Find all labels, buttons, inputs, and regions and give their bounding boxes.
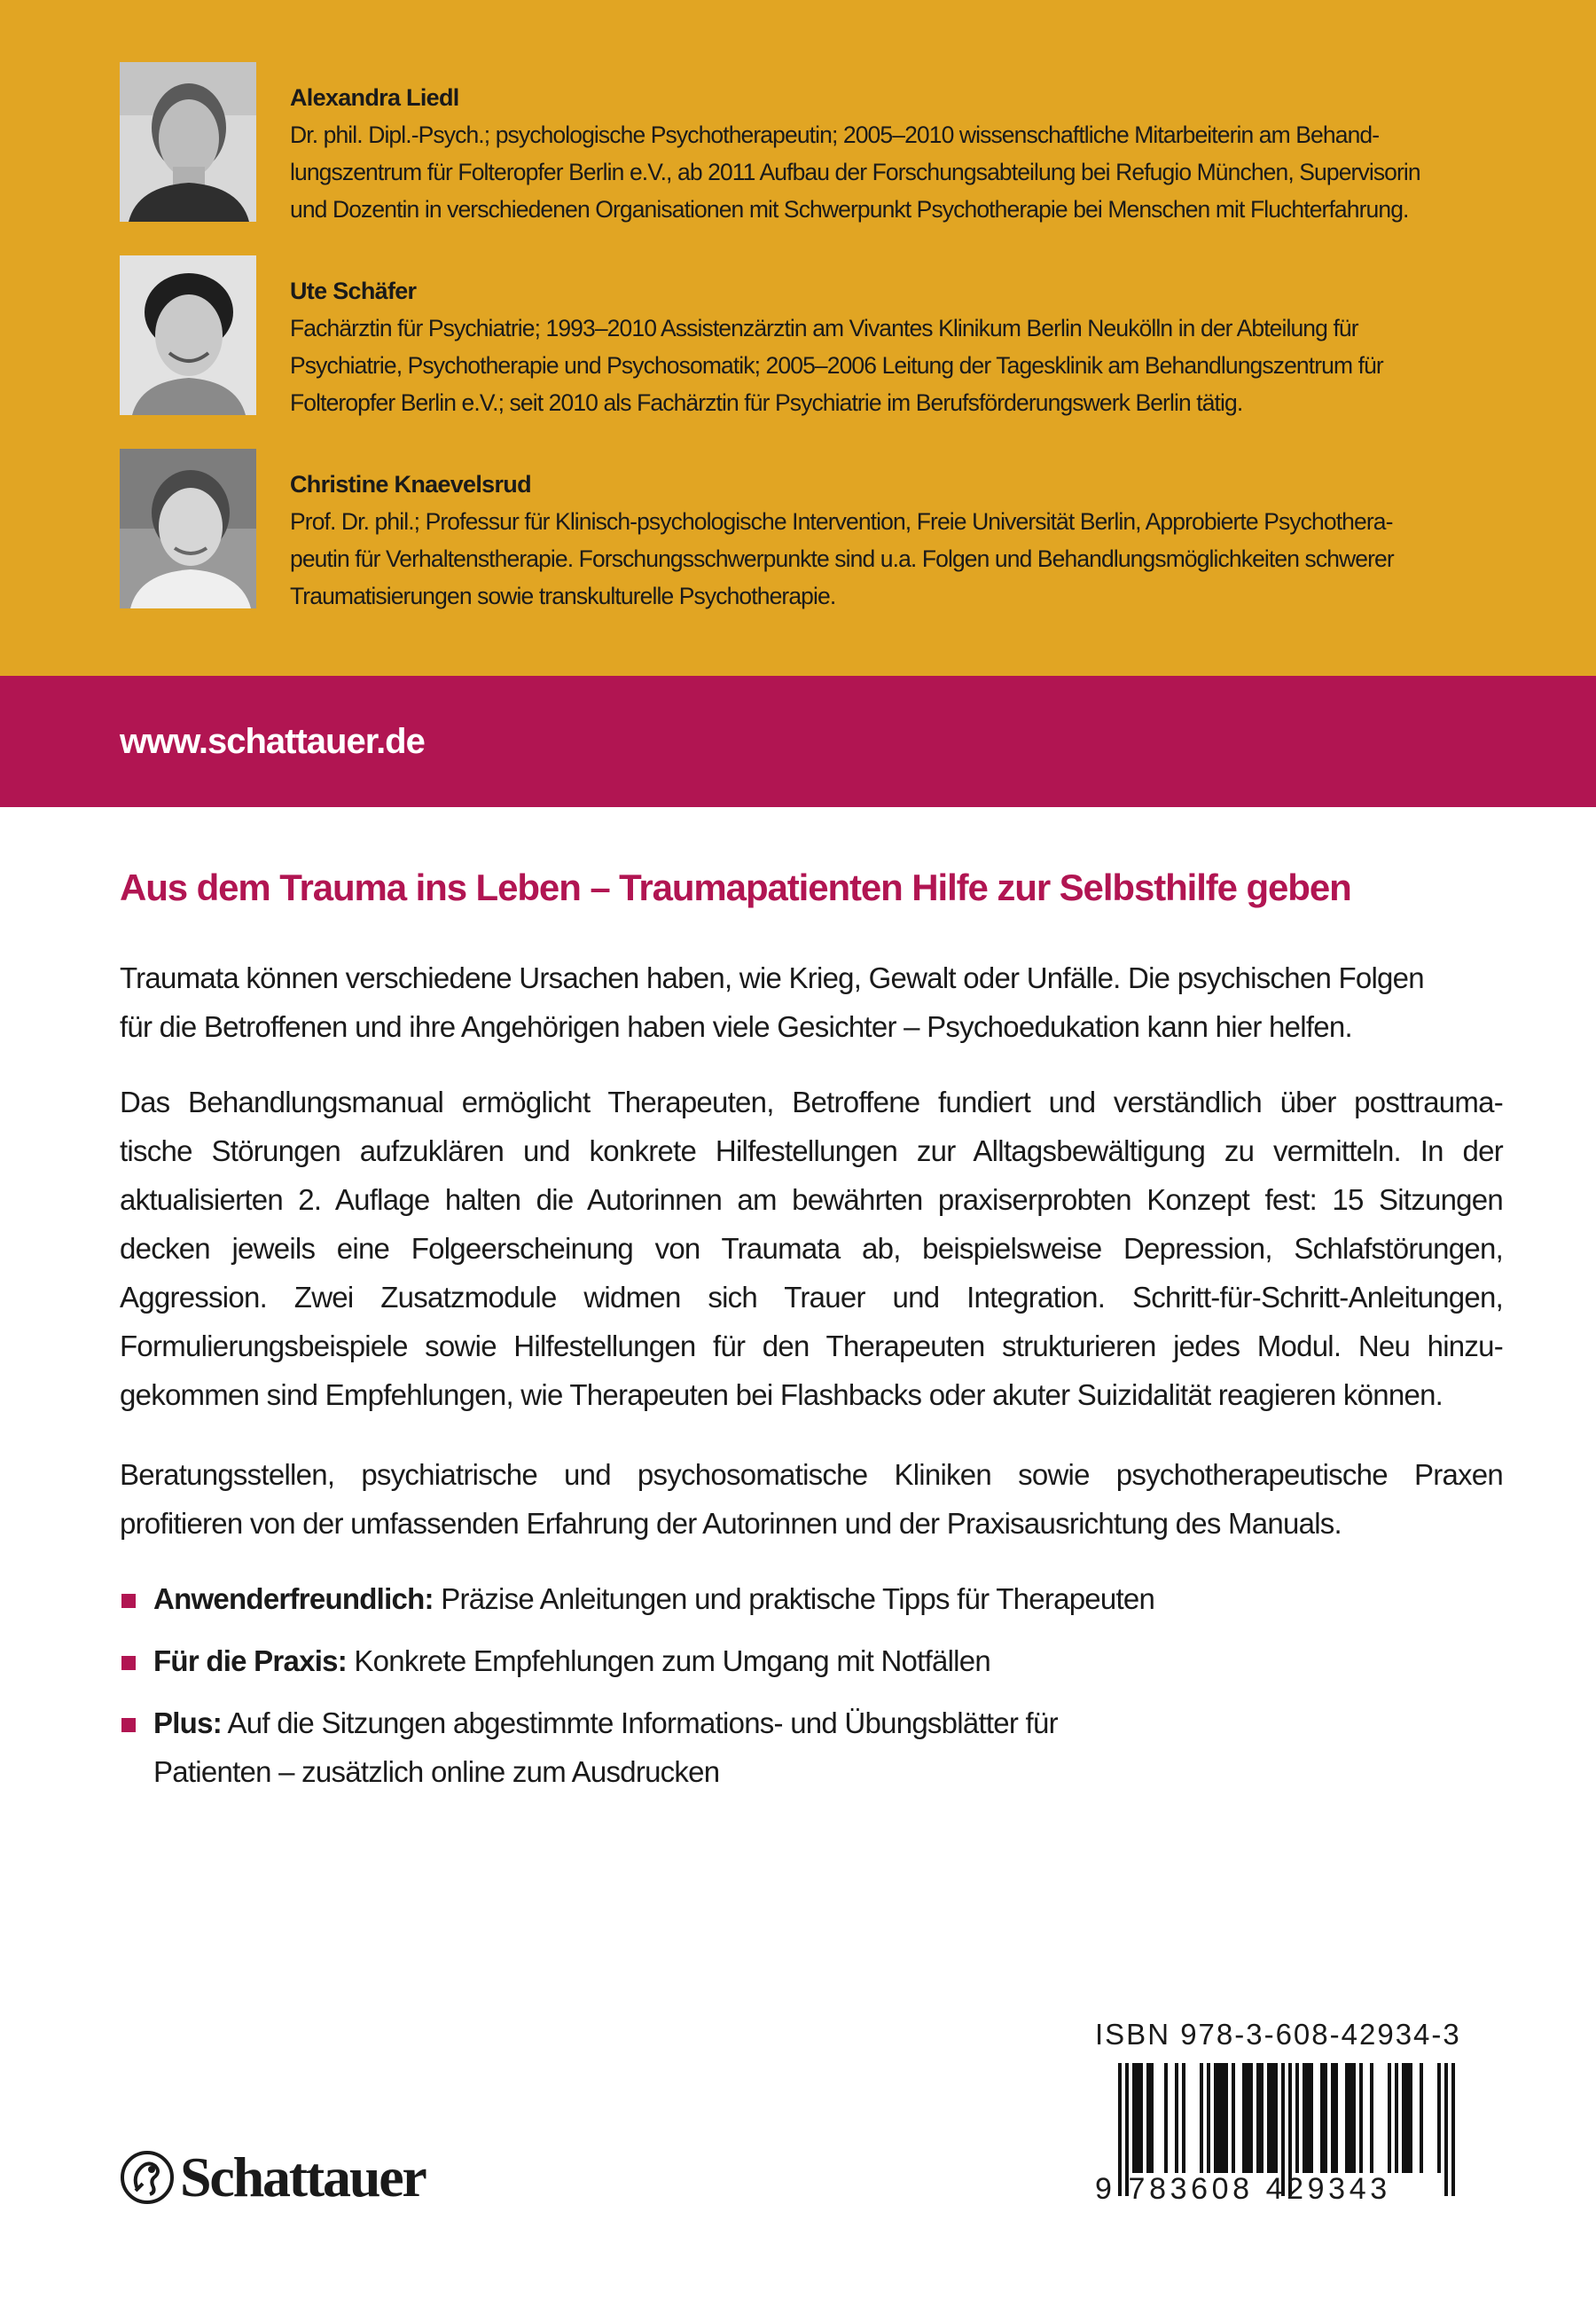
barcode-bar [1274,2063,1278,2173]
barcode-bar [1232,2063,1235,2173]
author-bio-line: Dr. phil. Dipl.-Psych.; psychologische Psychotherapeutin; 2005–2010 wissenschaftliche Mitarbeiterin am Behand- [290,122,1380,148]
barcode-bar [1359,2063,1363,2173]
paragraph-line: gekommen sind Empfehlungen, wie Therapeuten bei Flashbacks oder akuter Suizidalität reagieren können. [120,1378,1443,1411]
author-name: Alexandra Liedl [290,84,459,111]
author-text [290,80,1503,228]
website-band [0,676,1596,807]
author-portrait-icon [120,62,256,222]
author-name: Ute Schäfer [290,278,417,304]
bullet-label: Plus: [153,1706,222,1739]
bullet-square-icon [121,1594,136,1608]
author-photo [120,62,256,222]
barcode-bar [1224,2063,1228,2173]
paragraph-line: Traumata können verschiedene Ursachen haben, wie Krieg, Gewalt oder Unfälle. Die psychischen Folgen [120,961,1424,994]
barcode-bar [1405,2063,1409,2173]
barcode-bar [1388,2063,1391,2173]
paragraph-line: aktualisierten 2. Auflage halten die Autorinnen am bewährten praxiserprobten Konzept fest: 15 Sitzungen [120,1183,1503,1216]
barcode-bar [1320,2063,1324,2173]
barcode-bar [1200,2063,1203,2173]
author-photo [120,255,256,415]
author-bio-line: Traumatisierungen sowie transkulturelle Psychotherapie. [290,583,836,609]
barcode-bar [1331,2063,1334,2173]
author-text [290,467,1503,615]
barcode-bar [1260,2063,1264,2173]
bullet-label: Für die Praxis: [153,1644,347,1677]
blurb-paragraph [120,1078,1503,1419]
bullet-label: Anwenderfreundlich: [153,1582,434,1615]
author-photo [120,449,256,608]
isbn-label: ISBN 978-3-608-42934-3 [1095,2018,1461,2051]
barcode-bar [1221,2063,1224,2173]
author-text [290,273,1503,421]
barcode-bar [1150,2063,1154,2173]
author-portrait-icon [120,255,256,415]
paragraph-line: Beratungsstellen, psychiatrische und psychosomatische Kliniken sowie psychotherapeutische Praxen [120,1458,1503,1491]
author-bio-line: lungszentrum für Folteropfer Berlin e.V., ab 2011 Aufbau der Forschungsabteilung bei Refugio München, Supervisorin [290,159,1420,185]
barcode-bar [1132,2063,1136,2173]
blurb-headline: Aus dem Trauma ins Leben – Traumapatienten Hilfe zur Selbsthilfe geben [120,867,1351,908]
bullet-square-icon [121,1656,136,1670]
paragraph-line: Formulierungsbeispiele sowie Hilfestellungen für den Therapeuten strukturieren jedes Modul. Neu hinzu- [120,1330,1503,1362]
barcode-bar [1310,2063,1313,2173]
barcode-bar [1324,2063,1327,2173]
author-bio-line: Psychiatrie, Psychotherapie und Psychosomatik; 2005–2006 Leitung der Tagesklinik am Behandlungszentrum für [290,352,1383,379]
author-bio-line: peutin für Verhaltenstherapie. Forschungsschwerpunkte sind u.a. Folgen und Behandlungsmöglichkeiten schwerer [290,545,1394,572]
barcode-bar [1164,2063,1168,2173]
blurb-paragraph [120,953,1503,1051]
barcode-bar [1370,2063,1373,2173]
paragraph-line: Das Behandlungsmanual ermöglicht Therapeuten, Betroffene fundiert und verständlich über posttrauma- [120,1086,1503,1118]
paragraph-line: für die Betroffenen und ihre Angehörigen haben viele Gesichter – Psychoedukation kann hier helfen. [120,1010,1352,1043]
barcode-bar [1249,2063,1253,2173]
bullet-line [153,1698,1483,1747]
author-name: Christine Knaevelsrud [290,471,531,498]
paragraph-line: decken jeweils eine Folgeerscheinung von Traumata ab, beispielsweise Depression, Schlafstörungen, [120,1232,1503,1265]
barcode-bar [1271,2063,1274,2173]
website-url: www.schattauer.de [120,722,425,761]
barcode-bar [1409,2063,1412,2173]
blurb-paragraph [120,1450,1503,1548]
paragraph-line: profitieren von der umfassenden Erfahrung der Autorinnen und der Praxisausrichtung des Manuals. [120,1507,1342,1540]
barcode-bar [1267,2063,1271,2173]
barcode-bar [1217,2063,1221,2173]
schattauer-logo-icon [120,2150,175,2205]
barcode-bar [1437,2063,1441,2173]
author-section [0,0,1596,676]
barcode-bar [1242,2063,1246,2173]
bullet-body: Auf die Sitzungen abgestimmte Informations- und Übungsblätter für [221,1706,1058,1739]
author-portrait-icon [120,449,256,608]
barcode-bar [1420,2063,1423,2173]
publisher-name: Schattauer [180,2145,426,2208]
bullet-text [153,1698,1483,1796]
bullet-line [153,1574,1483,1623]
barcode-bar [1136,2063,1139,2173]
barcode-bar [1303,2063,1306,2173]
barcode-bar [1395,2063,1398,2173]
bullet-body: Präzise Anleitungen und praktische Tipps für Therapeuten [433,1582,1155,1615]
barcode-digits: 9 783608 429343 [1095,2172,1391,2206]
barcode-bar [1256,2063,1260,2173]
bullet-text [153,1636,1483,1685]
author-bio [290,310,1503,421]
barcode-bar [1334,2063,1338,2173]
barcode-bar [1349,2063,1352,2173]
barcode-bar [1139,2063,1143,2173]
author-bio-line: Fachärztin für Psychiatrie; 1993–2010 Assistenzärztin am Vivantes Klinikum Berlin Neukölln in der Abteilung für [290,315,1358,341]
author-bio-line: und Dozentin in verschiedenen Organisationen mit Schwerpunkt Psychotherapie bei Menschen mit Fluchterfahrung. [290,196,1409,223]
barcode-bar [1345,2063,1349,2173]
barcode-bar [1214,2063,1217,2173]
paragraph-line: tische Störungen aufzuklären und konkrete Hilfestellungen zur Alltagsbewältigung zu vermitteln. In der [120,1134,1503,1167]
barcode-bar [1175,2063,1178,2173]
bullet-line: Patienten – zusätzlich online zum Ausdrucken [153,1755,720,1788]
paragraph-line: Aggression. Zwei Zusatzmodule widmen sich Trauer und Integration. Schritt-für-Schritt-Anleitungen, [120,1281,1503,1314]
barcode-bar [1246,2063,1249,2173]
barcode-bar [1146,2063,1150,2173]
barcode-bar [1182,2063,1185,2173]
author-bio-line: Prof. Dr. phil.; Professur für Klinisch-psychologische Intervention, Freie Universität Berlin, Approbierte Psychothera- [290,508,1393,535]
barcode-bar [1295,2063,1299,2173]
author-bio-line: Folteropfer Berlin e.V.; seit 2010 als Fachärztin für Psychiatrie im Berufsförderungswerk Berlin tätig. [290,389,1243,416]
bullet-body: Konkrete Empfehlungen zum Umgang mit Notfällen [347,1644,990,1677]
bullet-text [153,1574,1483,1623]
author-bio [290,116,1503,228]
bullet-square-icon [121,1718,136,1732]
barcode-bar [1402,2063,1405,2173]
barcode-bar [1306,2063,1310,2173]
author-bio [290,503,1503,615]
bullet-line [153,1636,1483,1685]
barcode-bar [1207,2063,1210,2173]
barcode-bar [1352,2063,1356,2173]
